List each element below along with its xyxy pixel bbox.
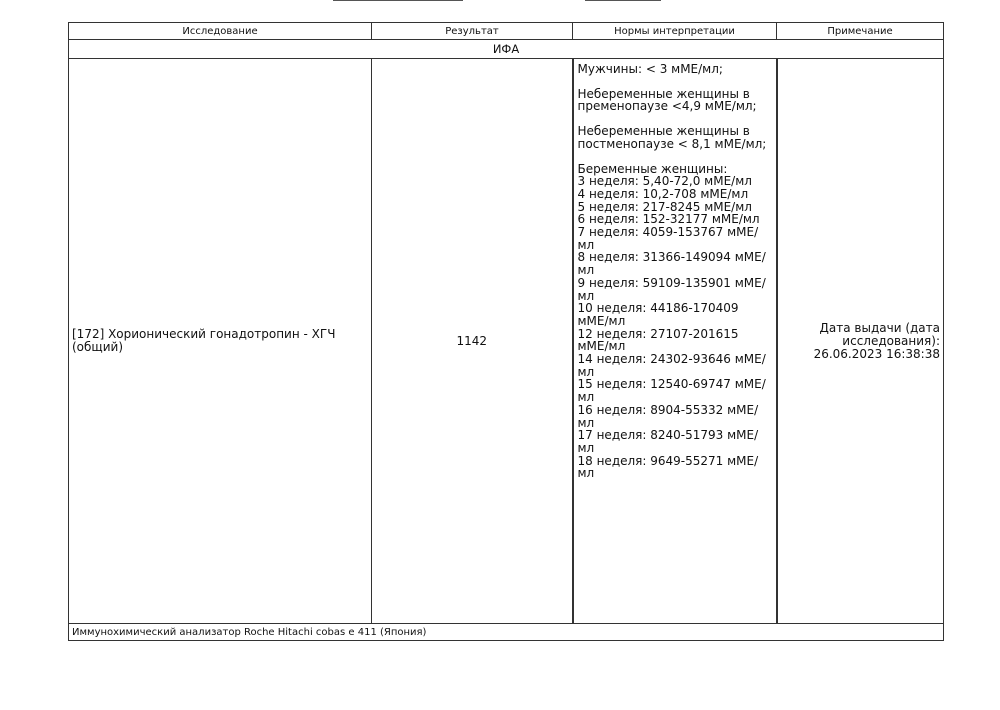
pregnant-header: Беременные женщины: — [577, 161, 728, 176]
week-norm: 5 неделя: 217-8245 мМЕ/мл — [577, 199, 752, 214]
week-norm: 12 неделя: 27107-201615 мМЕ/мл — [577, 326, 739, 354]
note-cell: Дата выдачи (дата исследования): 26.06.2023 16:38:38 — [777, 59, 944, 624]
header-note: Примечание — [777, 23, 944, 40]
header-norms: Нормы интерпретации — [573, 23, 777, 40]
week-norm: 4 неделя: 10,2-708 мМЕ/мл — [577, 186, 749, 201]
results-table — [68, 22, 944, 641]
top-field-left — [333, 0, 463, 1]
week-norm: 18 неделя: 9649-55271 мМЕ/мл — [577, 453, 759, 481]
top-field-right — [585, 0, 661, 1]
norm-men: Мужчины: < 3 мМЕ/мл; — [577, 62, 723, 76]
result-value: 1142 — [372, 59, 573, 624]
header-result: Результат — [372, 23, 573, 40]
week-norm: 7 неделя: 4059-153767 мМЕ/мл — [577, 225, 759, 252]
footer-row — [69, 624, 944, 641]
test-name: [172] Хорионический гонадотропин - ХГЧ (общий) — [69, 59, 372, 624]
week-norm: 3 неделя: 5,40-72,0 мМЕ/мл — [577, 174, 752, 189]
analyzer-note: Иммунохимический анализатор Roche Hitachi cobas e 411 (Япония) — [69, 624, 944, 641]
week-norm: 15 неделя: 12540-69747 мМЕ/мл — [577, 377, 766, 405]
week-norm: 16 неделя: 8904-55332 мМЕ/мл — [577, 402, 759, 430]
week-norm: 17 неделя: 8240-51793 мМЕ/мл — [577, 428, 759, 455]
section-row — [69, 40, 944, 59]
week-norm: 14 неделя: 24302-93646 мМЕ/мл — [577, 352, 766, 379]
week-norm: 8 неделя: 31366-149094 мМЕ/мл — [577, 250, 766, 278]
norm-premenopause: Небеременные женщины в пременопаузе <4,9 мМЕ/мл; — [577, 86, 757, 114]
norms-cell — [573, 59, 777, 624]
header-study: Исследование — [69, 23, 372, 40]
week-norm: 6 неделя: 152-32177 мМЕ/мл — [577, 212, 760, 227]
table-row — [69, 59, 944, 624]
norm-pregnant — [578, 163, 773, 481]
week-norm: 10 неделя: 44186-170409 мМЕ/мл — [577, 301, 739, 328]
section-title: ИФА — [69, 40, 944, 59]
norm-postmenopause: Небеременные женщины в постменопаузе < 8,1 мМЕ/мл; — [577, 124, 767, 151]
header-row — [69, 23, 944, 40]
week-norm: 9 неделя: 59109-135901 мМЕ/мл — [577, 275, 766, 303]
